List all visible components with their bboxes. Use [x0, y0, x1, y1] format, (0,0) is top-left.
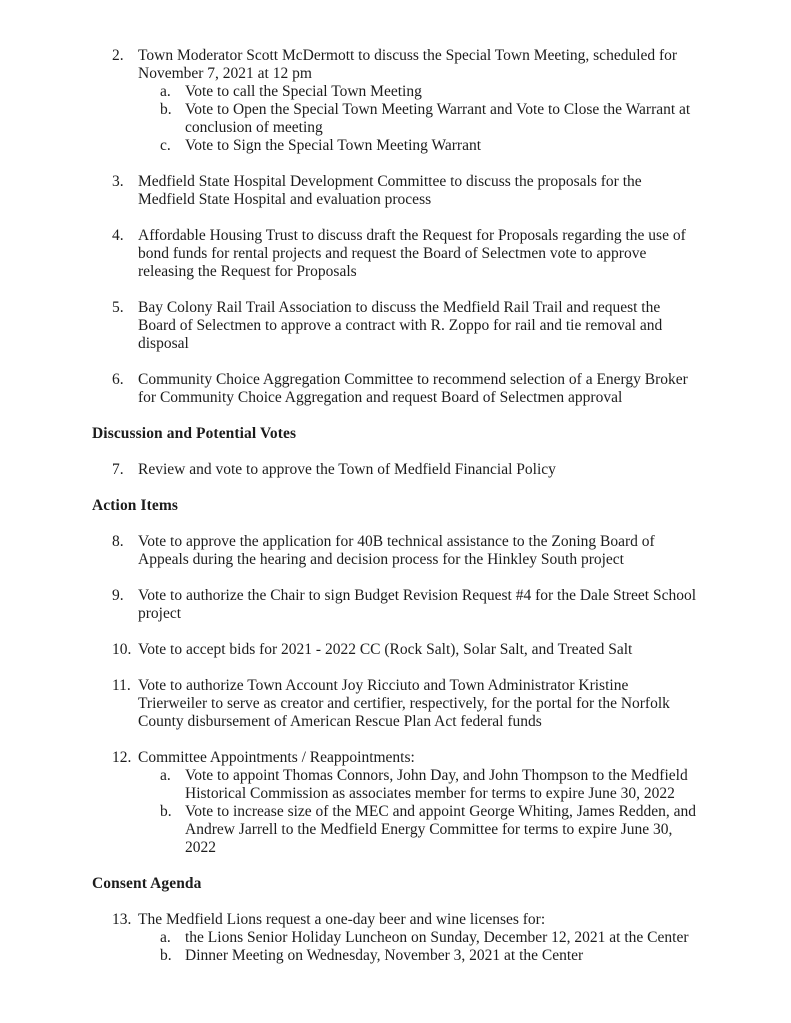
item-number: 3.	[112, 173, 124, 190]
item-text: Medfield State Hospital Development Committee to discuss the proposals for the Medfield State Hospital and evaluation process	[138, 173, 642, 208]
subitem-letter: b.	[160, 947, 172, 964]
agenda-item-12	[92, 749, 697, 857]
subitem-text: the Lions Senior Holiday Luncheon on Sunday, December 12, 2021 at the Center	[185, 929, 689, 946]
agenda-subitem-13b	[138, 947, 697, 965]
agenda-item-7	[92, 461, 697, 479]
section-heading-discussion-and-potential-votes: Discussion and Potential Votes	[92, 425, 297, 442]
agenda-item-6	[92, 371, 697, 407]
agenda-item-5	[92, 299, 697, 353]
item-text: Vote to approve the application for 40B technical assistance to the Zoning Board of Appeals during the hearing and decision process for the Hinkley South project	[138, 533, 655, 568]
agenda-item-13	[92, 911, 697, 965]
item-text: The Medfield Lions request a one-day beer and wine licenses for:	[138, 911, 546, 928]
subitem-text: Vote to Sign the Special Town Meeting Warrant	[185, 137, 481, 154]
agenda-subitem-2b	[138, 101, 697, 137]
item-number: 7.	[112, 461, 124, 478]
subitem-letter: a.	[160, 83, 171, 100]
item-text: Bay Colony Rail Trail Association to discuss the Medfield Rail Trail and request the Board of Selectmen to approve a contract with R. Zoppo for rail and tie removal and disposal	[138, 299, 663, 352]
agenda-item-11	[92, 677, 697, 731]
subitem-letter: b.	[160, 101, 172, 118]
item-text: Community Choice Aggregation Committee to recommend selection of a Energy Broker for Community Choice Aggregation and request Board of Selectmen approval	[138, 371, 688, 406]
subitem-letter: a.	[160, 767, 171, 784]
agenda-subitem-12b	[138, 803, 697, 857]
subitem-text: Vote to Open the Special Town Meeting Warrant and Vote to Close the Warrant at conclusion of meeting	[185, 101, 691, 136]
agenda-item-4	[92, 227, 697, 281]
subitem-letter: b.	[160, 803, 172, 820]
agenda-item-10	[92, 641, 697, 659]
agenda-subitem-13a	[138, 929, 697, 947]
section-heading-consent-agenda: Consent Agenda	[92, 875, 202, 892]
subitem-text: Vote to appoint Thomas Connors, John Day, and John Thompson to the Medfield Historical Commission as associates member for terms to expire June 30, 2022	[185, 767, 688, 802]
item-number: 4.	[112, 227, 124, 244]
item-text: Vote to authorize the Chair to sign Budget Revision Request #4 for the Dale Street School project	[138, 587, 697, 622]
item-number: 5.	[112, 299, 124, 316]
item-number: 6.	[112, 371, 124, 388]
section-heading-action-items: Action Items	[92, 497, 179, 514]
agenda-item-3	[92, 173, 697, 209]
item-text: Town Moderator Scott McDermott to discuss the Special Town Meeting, scheduled for November 7, 2021 at 12 pm	[138, 47, 678, 82]
item-text: Committee Appointments / Reappointments:	[138, 749, 415, 766]
agenda-subitem-12a	[138, 767, 697, 803]
subitem-text: Dinner Meeting on Wednesday, November 3, 2021 at the Center	[185, 947, 584, 964]
agenda-subitem-2c	[138, 137, 697, 155]
agenda-item-9	[92, 587, 697, 623]
item-number: 11.	[112, 677, 131, 694]
subitem-text: Vote to call the Special Town Meeting	[185, 83, 422, 100]
item-number: 12.	[112, 749, 132, 766]
item-number: 9.	[112, 587, 124, 604]
subitem-letter: c.	[160, 137, 171, 154]
item-text: Vote to accept bids for 2021 - 2022 CC (Rock Salt), Solar Salt, and Treated Salt	[138, 641, 633, 658]
item-number: 13.	[112, 911, 132, 928]
agenda-item-2	[92, 47, 697, 155]
item-number: 2.	[112, 47, 124, 64]
item-number: 8.	[112, 533, 124, 550]
item-number: 10.	[112, 641, 132, 658]
item-text: Affordable Housing Trust to discuss draft the Request for Proposals regarding the use of bond funds for rental projects and request the Board of Selectmen vote to approve releasing the Request for Proposals	[138, 227, 686, 280]
agenda-subitem-2a	[138, 83, 697, 101]
agenda-item-8	[92, 533, 697, 569]
item-text: Vote to authorize Town Account Joy Ricciuto and Town Administrator Kristine Trierweiler to serve as creator and certifier, respectively, for the portal for the Norfolk County disbursement of American Rescue Plan Act federal funds	[138, 677, 670, 730]
subitem-text: Vote to increase size of the MEC and appoint George Whiting, James Redden, and Andrew Jarrell to the Medfield Energy Committee for terms to expire June 30, 2022	[185, 803, 696, 856]
item-text: Review and vote to approve the Town of Medfield Financial Policy	[138, 461, 556, 478]
subitem-letter: a.	[160, 929, 171, 946]
